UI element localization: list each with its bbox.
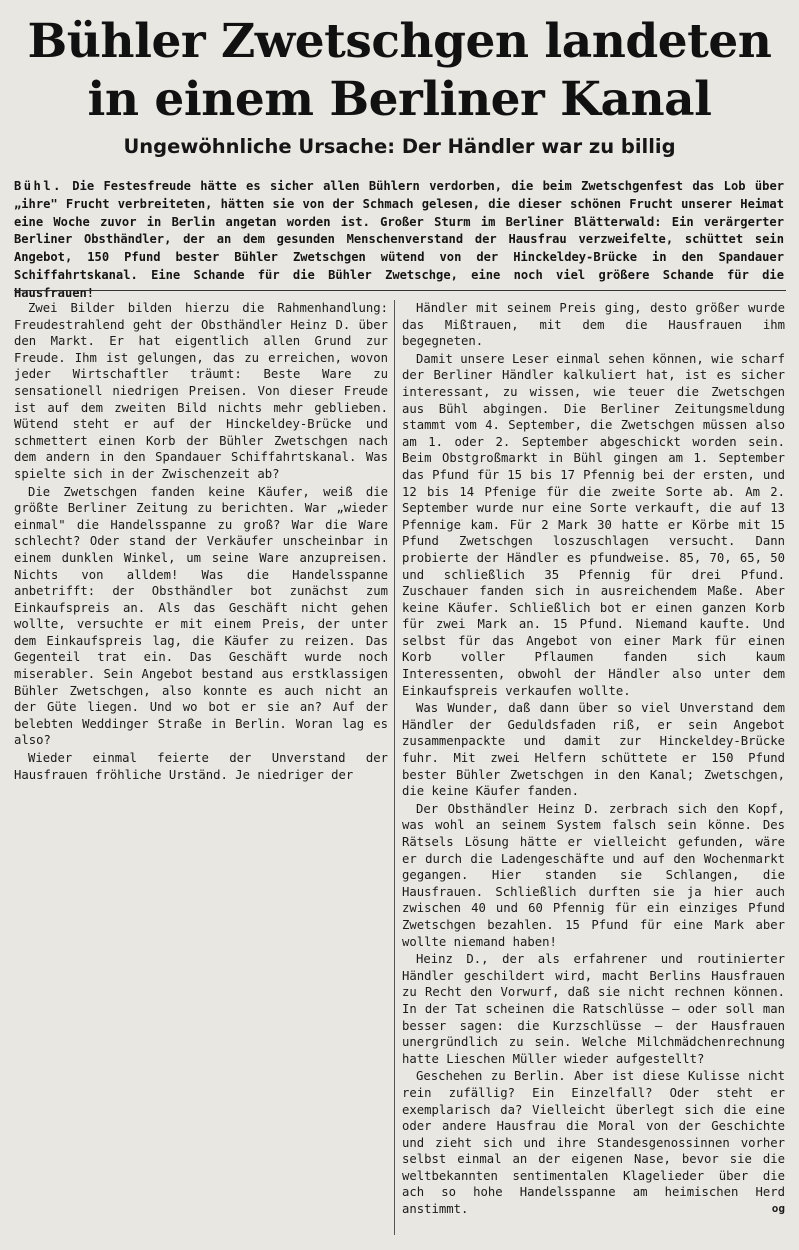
headline-line-2: in einem Berliner Kanal: [87, 72, 712, 127]
body-paragraph: Wieder einmal feierte der Unverstand der Hausfrauen fröhliche Urständ. Je niedriger der: [14, 751, 388, 782]
body-paragraph: Zwei Bilder bilden hierzu die Rahmenhandlung: Freudestrahlend geht der Obsthändler Heinz D. über den Markt. Er hat eigentlich allen Grund zur Freude. Ihm ist gelungen, das zu erreichen, wovon jeder Wirtschaftler träumt: Beste Ware zu sensationell niedrigen Preisen. Von dieser Freude ist auf dem zweiten Bild nichts mehr geblieben. Wütend steht er auf der Hinckeldey-Brücke und schmettert einen Korb der Bühler Zwetschgen nach dem andern in den Spandauer Schiffahrtskanal. Was spielte sich in der Zwischenzeit ab?: [14, 301, 388, 481]
dateline: Bühl.: [14, 179, 63, 193]
lead-paragraph: [14, 178, 784, 303]
body-paragraph: [402, 1068, 785, 1217]
lead-text: Die Festesfreude hätte es sicher allen Bühlern verdorben, die beim Zwetschgenfest das Lob über „ihre" Frucht verbreiteten, hätten sie von der Schmach gelesen, die dieser schönen Frucht unserer Heimat eine Woche zuvor in Berlin angetan worden ist. Großer Sturm im Berliner Blätterwald: Ein verärgerter Berliner Obsthändler, der an dem gesunden Menschenverstand der Hausfrau verzweifelte, schüttet sein Angebot, 150 Pfund bester Bühler Zwetschgen wütend von der Hinckeldey-Brücke in den Spandauer Schiffahrtskanal. Eine Schande für die Bühler Zwetschge, eine noch viel größere Schande für die Hausfrauen!: [14, 179, 785, 300]
author-mark: og: [771, 1202, 785, 1216]
headline-line-1: Bühler Zwetschgen landeten: [27, 14, 772, 69]
body-paragraph: Der Obsthändler Heinz D. zerbrach sich den Kopf, was wohl an seinem System falsch sein könne. Des Rätsels Lösung hätte er vielleicht gefunden, wäre er durch die Ladengeschäfte und auf den Wochenmarkt gegangen. Hier standen sie Schlangen, die Hausfrauen. Schließlich durften sie ja hier auch zwischen 40 und 60 Pfennig für ein einziges Pfund Zwetschgen bezahlen. 15 Pfund für eine Mark aber wollte niemand haben!: [402, 801, 785, 949]
body-paragraph: Die Zwetschgen fanden keine Käufer, weiß die größte Berliner Zeitung zu berichten. War „wieder einmal" die Handelsspanne zu groß? War die Ware schlecht? Oder stand der Verkäufer unscheinbar in einem dunklen Winkel, um seine Ware anzupreisen. Nichts von alldem! Was die Handelsspanne anbetrifft: der Obsthändler bot zunächst zum Einkaufspreis an. Als das Geschäft nicht gehen wollte, versuchte er mit einem Preis, der unter dem Einkaufspreis lag, die Käufer zu reizen. Das Gegenteil trat ein. Das Geschäft wurde noch miserabler. Sein Angebot bestand aus erstklassigen Bühler Zwetschgen, also konnte es auch nicht an der Güte liegen. Und wo bot er sie an? Auf der belebten Weddinger Straße in Berlin. Woran lag es also?: [14, 484, 388, 748]
body-column-right: [402, 300, 785, 1219]
subheadline: Ungewöhnliche Ursache: Der Händler war zu billig: [123, 135, 676, 158]
body-paragraph: Damit unsere Leser einmal sehen können, wie scharf der Berliner Händler kalkuliert hat, ist es sicher interessant, zu wissen, wie teuer die Zwetschgen aus Bühl abgingen. Die Berliner Zeitungsmeldung stammt vom 4. September, die Zwetschgen müssen also am 1. oder 2. September abgeschickt worden sein. Beim Obstgroßmarkt in Bühl gingen am 1. September das Pfund für 15 bis 17 Pfennig bei der ersten, und 12 bis 14 Pfenige für die zweite Sorte ab. Am 2. September wurde nur eine Sorte verkauft, die auf 13 Pfennige kam. Für 2 Mark 30 hatte er Körbe mit 15 Pfund Zwetschgen loszuschlagen versucht. Dann probierte der Händler es pfundweise. 85, 70, 65, 50 und schließlich 35 Pfennig für drei Pfund. Zuschauer fanden sich in ausreichendem Maße. Aber keine Käufer. Schließlich bot er einen ganzen Korb für zwei Mark an. 15 Pfund. Niemand kaufte. Und selbst für das Angebot von einer Mark für einen Korb voller Pflaumen fanden sich kaum Interessenten, obwohl der Händler also unter dem Einkaufspreis verkaufen wollte.: [402, 351, 785, 698]
body-paragraph: Heinz D., der als erfahrener und routinierter Händler geschildert wird, macht Berlins Hausfrauen zu Recht den Vorwurf, daß sie nicht rechnen können. In der Tat scheinen die Ratschlüsse — oder soll man besser sagen: die Kurzschlüsse — der Hausfrauen unergründlich zu sein. Welche Milchmädchenrechnung hatte Lieschen Müller wieder aufgestellt?: [402, 952, 785, 1066]
column-divider: [394, 300, 395, 1235]
body-paragraph-text: Geschehen zu Berlin. Aber ist diese Kulisse nicht rein zufällig? Ein Einzelfall? Oder steht er exemplarisch da? Vielleicht überlegt sich die eine oder andere Hausfrau die Moral von der Geschichte und zieht sich und ihre Standesgenossinnen vorher selbst einmal an der eigenen Nase, bevor sie die weltbekannten sentimentalen Klagelieder über die ach so hohe Handelsspanne am heimischen Herd anstimmt.: [402, 1069, 785, 1217]
body-column-left: [14, 300, 388, 784]
body-paragraph: Händler mit seinem Preis ging, desto größer wurde das Mißtrauen, mit dem die Hausfrauen ihm begegneten.: [402, 301, 785, 349]
lead-separator-rule: [14, 290, 786, 291]
body-paragraph: Was Wunder, daß dann über so viel Unverstand dem Händler der Geduldsfaden riß, er sein Angebot zusammenpackte und damit zur Hinckeldey-Brücke fuhr. Mit zwei Helfern schüttete er 150 Pfund bester Bühler Zwetschgen in den Kanal; Zwetschgen, die keine Käufer fanden.: [402, 701, 785, 799]
